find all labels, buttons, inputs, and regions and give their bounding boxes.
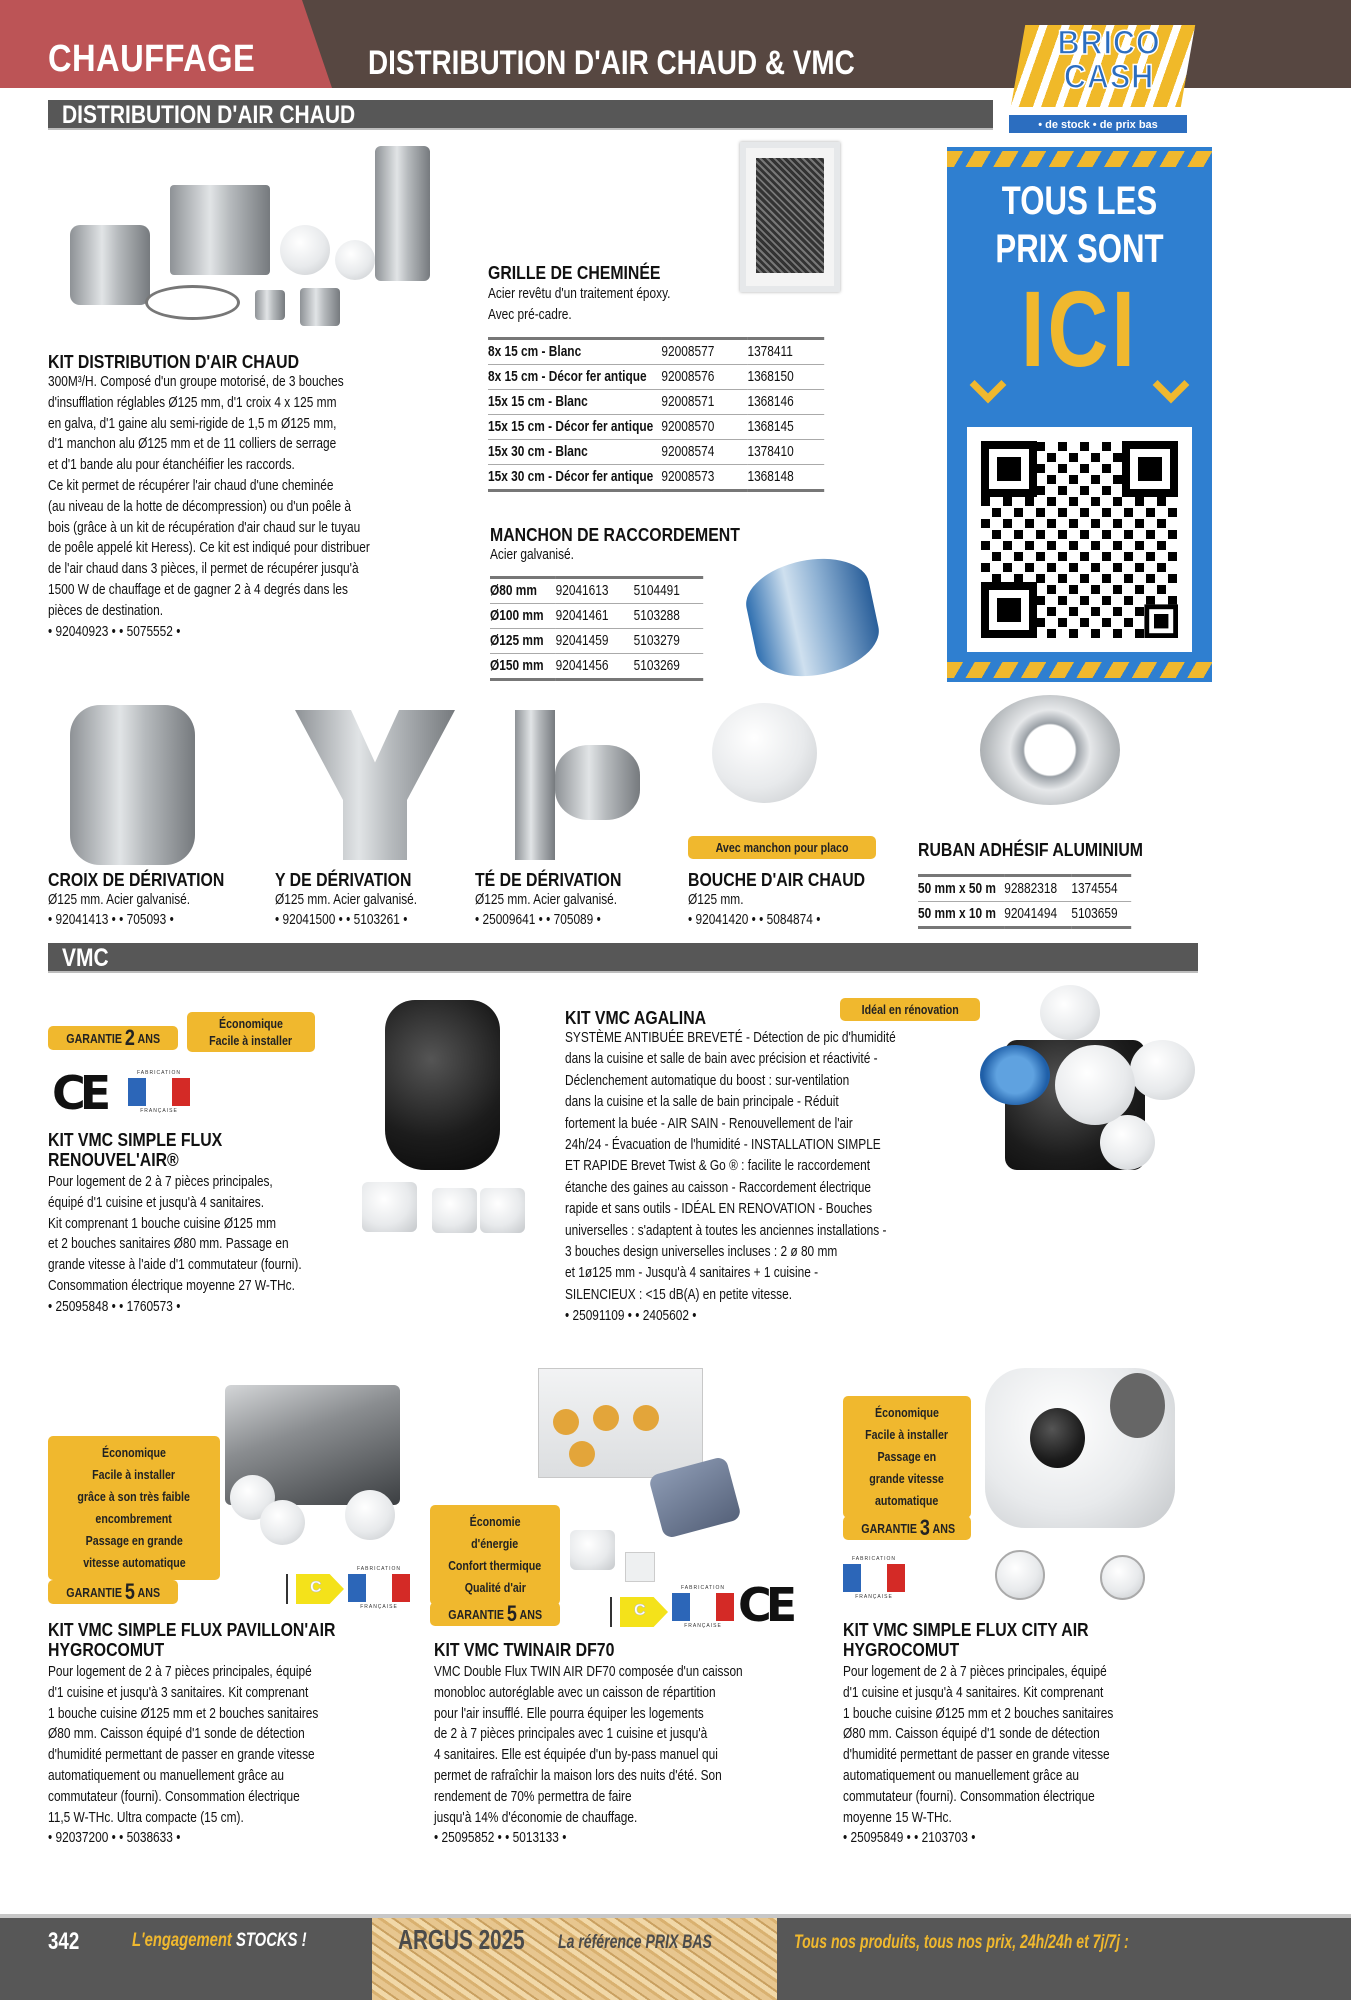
cityair-refs: • 25095849 • • 2103703 • [843,1830,976,1847]
cityair-title: KIT VMC SIMPLE FLUX CITY AIR HYGROCOMUT [843,1620,1089,1660]
ruban-title: RUBAN ADHÉSIF ALUMINIUM [918,840,1143,860]
bouche-badge: Avec manchon pour placo [688,836,876,859]
croix-description: Ø125 mm. Acier galvanisé. [48,892,191,908]
manchon-description: Acier galvanisé. [490,547,574,563]
promo-line-2: PRIX SONT [995,227,1164,271]
section-bar-air-chaud: DISTRIBUTION D'AIR CHAUD [48,100,993,130]
renouvelair-refs: • 25095848 • • 1760573 • [48,1298,181,1315]
manchon-ref-table [490,576,703,681]
pavillonair-title: KIT VMC SIMPLE FLUX PAVILLON'AIR HYGROCOMUT [48,1620,336,1660]
bouche-description: Ø125 mm. [688,892,744,908]
table-row: 8x 15 cm - Blanc 92008577 1378411 [488,339,824,365]
footer-engagement: L'engagement STOCKS ! [132,1930,307,1951]
pavillonair-description: Pour logement de 2 à 7 pièces principales, équipé d'1 cuisine et jusqu'à 3 sanitaires. Kit comprenant 1 bouche cuisine Ø125 mm et 2 bouches sanitaires Ø80 mm. Caisson équipé d'1 sonde de détection d'humidité permettant de passer en grande vitesse automatiquement ou manuellement grâce au commutateur (fourni). Consommation électrique 11,5 W-THc. Ultra compacte (15 cm). • 92037200 • • 5038633 • [48,1662,318,1849]
ruban-ref-table [918,874,1131,929]
table-row: 15x 30 cm - Blanc 92008574 1378410 [488,440,824,465]
table-row: 8x 15 cm - Décor fer antique 92008576 1368150 [488,365,824,390]
energy-label-icon: C [286,1572,344,1606]
energy-label-icon: C [610,1595,668,1629]
kit-distribution-description: 300M³/H. Composé d'un groupe motorisé, de 3 bouches d'insufflation réglables Ø125 mm, d'1 croix 4 x 125 mm en galva, d'1 gaine alu semi-rigide de 1,5 m Ø125 mm, d'1 manchon alu Ø125 mm et de 11 colliers de serrage et d'1 bande alu pour étanchéifier les raccords. Ce kit permet de récupérer l'air chaud d'une cheminée (au niveau de la hotte de décompression) ou d'un poêle à bois (grâce à un kit de récupération d'air chaud sur le tuyau de poêle appelé kit Heress). Ce kit est indiqué pour distribuer de l'air chaud dans 3 pièces, il permet de récupérer jusqu'à 1500 W de chauffage et de gagner 2 à 4 degrés dans les pièces de destination. • 92040923 • • 5075552 • [48,372,474,642]
bouche-title: BOUCHE D'AIR CHAUD [688,870,866,890]
te-refs: • 25009641 • • 705089 • [475,912,601,928]
promo-stripe-bottom [947,662,1212,678]
grille-description: Acier revêtu d'un traitement époxy. Avec pré-cadre. [488,286,671,323]
agalina-refs: • 25091109 • • 2405602 • [565,1308,697,1325]
french-flag-icon: FABRICATION FRANÇAISE [672,1585,734,1629]
table-row: 15x 15 cm - Décor fer antique 92008570 1368145 [488,415,824,440]
grille-image [740,142,840,292]
promo-qr-panel[interactable] [947,147,1212,682]
qr-code-icon [981,441,1178,638]
twinair-title: KIT VMC TWINAIR DF70 [434,1640,615,1660]
agalina-image [960,985,1200,1175]
french-flag-icon: FABRICATION FRANÇAISE [348,1566,410,1610]
kit-distribution-refs: • 92040923 • • 5075552 • [48,623,181,640]
grille-title: GRILLE DE CHEMINÉE [488,263,661,283]
twinair-guarantee-badge: GARANTIE 5 ANS [430,1602,560,1626]
logo-line-2: CASH [1063,58,1155,96]
cityair-features-badge: Économique Facile à installer Passage en grande vitesse automatique [843,1396,971,1518]
table-row: Ø100 mm 92041461 5103288 [490,604,703,629]
y-title: Y DE DÉRIVATION [275,870,412,890]
pavillonair-refs: • 92037200 • • 5038633 • [48,1830,181,1847]
logo-line-1: BRICO [1057,24,1161,62]
grille-ref-table [488,337,824,492]
croix-refs: • 92041413 • • 705093 • [48,912,174,928]
french-flag-icon: FABRICATION FRANÇAISE [843,1556,905,1600]
ruban-image [980,695,1120,805]
agalina-description: SYSTÈME ANTIBUÉE BREVETÉ - Détection de pic d'humidité dans la cuisine et salle de bain avec précision et réactivité - Déclenchement automatique du boost : sur-ventilation dans la cuisine et la salle de bain principale - Réduit fortement la buée - AIR SAIN - Renouvellement de l'air 24h/24 - Évacuation de l'humidité - INSTALLATION SIMPLE ET RAPIDE Brevet Twist & Go ® : facilite le raccordement étanche des gaines au caisson - Raccordement électrique rapide et sans outils - IDÉAL EN RENOVATION - Bouches universelles : s'adaptent à toutes les anciennes installations - 3 bouches design universelles incluses : 2 ø 80 mm et 1ø125 mm - Jusqu'à 4 sanitaires + 1 cuisine - SILENCIEUX : <15 dB(A) en petite vitesse. • 25091109 • • 2405602 • [565,1028,896,1328]
kit-distribution-title: KIT DISTRIBUTION D'AIR CHAUD [48,352,300,372]
te-description: Ø125 mm. Acier galvanisé. [475,892,618,908]
twinair-features-badge: Économie d'énergie Confort thermique Qualité d'air [430,1505,560,1605]
footer-argus: ARGUS 2025 [398,1924,525,1955]
croix-block [48,870,248,930]
table-row: Ø125 mm 92041459 5103279 [490,629,703,654]
brand-logo [1000,22,1196,138]
table-row: 15x 30 cm - Décor fer antique 92008573 1368148 [488,469,794,485]
table-row: 15x 15 cm - Blanc 92008571 1368146 [488,390,824,415]
features-badge: Économique Facile à installer [187,1012,315,1052]
promo-line-1: TOUS LES [1001,179,1158,223]
section-bar-vmc: VMC [48,943,1198,973]
y-description: Ø125 mm. Acier galvanisé. [275,892,418,908]
ce-mark-icon: CE [738,1578,792,1632]
cityair-image [985,1368,1175,1528]
pavillonair-features-badge: Économique Facile à installer grâce à son très faible encombrement Passage en grande vitesse automatique [48,1436,220,1580]
renouvelair-title: KIT VMC SIMPLE FLUX RENOUVEL'AIR® [48,1130,223,1170]
ce-mark-icon: CE [52,1066,106,1120]
croix-image [70,705,195,865]
te-title: TÉ DE DÉRIVATION [475,870,622,890]
qr-code[interactable] [967,427,1192,652]
renouvelair-image [385,1000,500,1170]
table-row: 50 mm x 10 m 92041494 5103659 [918,906,1118,922]
footer-reference: La référence PRIX BAS [558,1932,712,1953]
croix-title: CROIX DE DÉRIVATION [48,870,225,890]
table-row: Ø150 mm 92041456 5103269 [490,658,680,674]
guarantee-badge: GARANTIE 2 ANS [48,1026,178,1050]
bouche-image [712,703,817,803]
te-block [475,870,648,930]
twinair-image [538,1368,703,1478]
cityair-guarantee-badge: GARANTIE 3 ANS [843,1516,971,1540]
footer-availability: Tous nos produits, tous nos prix, 24h/24h et 7j/7j : [794,1932,1129,1953]
promo-stripe-top [947,151,1212,167]
bouche-block [688,870,889,930]
page-title: DISTRIBUTION D'AIR CHAUD & VMC [368,44,855,82]
agalina-title: KIT VMC AGALINA [565,1008,707,1028]
kit-distribution-image [50,140,430,330]
promo-big-text: ICI [1020,268,1138,389]
pavillonair-guarantee-badge: GARANTIE 5 ANS [48,1580,178,1604]
te-image [515,710,555,860]
cityair-description: Pour logement de 2 à 7 pièces principales, équipé d'1 cuisine et jusqu'à 4 sanitaires. Kit comprenant 1 bouche cuisine Ø125 mm et 2 bouches sanitaires Ø80 mm. Caisson équipé d'1 sonde de détection d'humidité permettant de passer en grande vitesse automatiquement ou manuellement grâce au commutateur (fourni). Consommation électrique moyenne 15 W-THc. • 25095849 • • 2103703 • [843,1662,1113,1849]
manchon-title: MANCHON DE RACCORDEMENT [490,525,740,545]
y-refs: • 92041500 • • 5103261 • [275,912,408,928]
french-flag-icon: FABRICATION FRANÇAISE [128,1070,190,1114]
page-number: 342 [48,1928,80,1955]
table-row: Ø80 mm 92041613 5104491 [490,578,703,604]
y-block [275,870,448,930]
twinair-description: VMC Double Flux TWIN AIR DF70 composée d'un caisson monobloc autoréglable avec un caisson de répartition pour l'air insufflé. Elle pourra équiper les logements de 2 à 7 pièces principales avec 1 cuisine et jusqu'à 4 sanitaires. Elle est équipée d'un by-pass manuel qui permet de rafraîchir la maison lors des nuits d'été. Son rendement de 70% permettra de faire jusqu'à 14% d'économie de chauffage. • 25095852 • • 5013133 • [434,1662,743,1849]
renouvelair-description: Pour logement de 2 à 7 pièces principales, équipé d'1 cuisine et jusqu'à 4 sanitaires. Kit comprenant 1 bouche cuisine Ø125 mm et 2 bouches sanitaires Ø80 mm. Passage en grande vitesse à l'aide d'1 commutateur (fourni). Consommation électrique moyenne 27 W-THc. • 25095848 • • 1760573 • [48,1172,302,1318]
table-row: 50 mm x 50 m 92882318 1374554 [918,876,1131,902]
category-title: CHAUFFAGE [48,38,256,80]
manchon-image [739,548,885,686]
logo-tagline: • de stock • de prix bas [1008,114,1188,134]
y-image [295,710,455,860]
twinair-refs: • 25095852 • • 5013133 • [434,1830,567,1847]
renovation-badge: Idéal en rénovation [840,998,980,1021]
bouche-refs: • 92041420 • • 5084874 • [688,912,821,928]
